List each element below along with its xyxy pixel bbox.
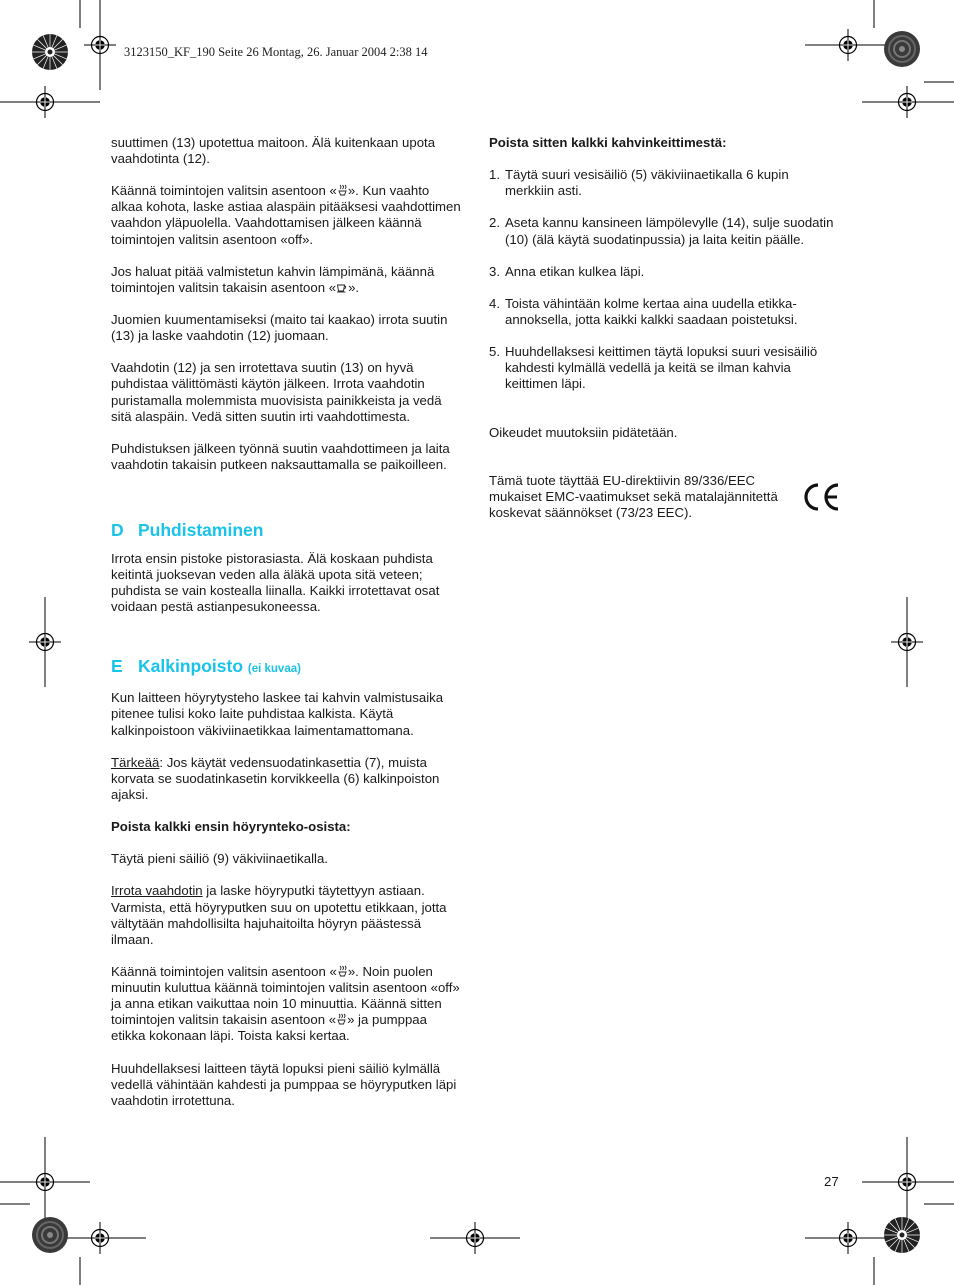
- section-heading-d: D Puhdistaminen: [111, 519, 264, 540]
- paragraph: Kun laitteen höyrytysteho laskee tai kahvin valmistusaika pitenee tulisi koko laite puhdistaa kalkista. Käytä kalkinpoistoon väkiviinaetikkaa laimentamattomana.: [111, 690, 444, 738]
- section-heading-e: E Kalkinpoisto (ei kuvaa): [111, 656, 301, 677]
- steps-list: [489, 167, 841, 392]
- paragraph: Tärkeää: Jos käytät vedensuodatinkasettia (7), muista korvata se suodatinkasetin korvikkeella (6) kalkinpoiston ajaksi.: [111, 754, 440, 802]
- left-column: [111, 135, 463, 1109]
- ce-mark-icon: [801, 481, 841, 513]
- page-number: 27: [824, 1174, 839, 1189]
- list-item: 1. Täytä suuri vesisäiliö (5) väkiviinaetikalla 6 kupin merkkiin asti.: [489, 167, 789, 199]
- compliance-note: [489, 473, 841, 521]
- paragraph: suuttimen (13) upotettua maitoon. Älä kuitenkaan upota vaahdotinta (12).: [111, 135, 436, 167]
- cup-icon: [336, 281, 348, 293]
- paragraph: Irrota ensin pistoke pistorasiasta. Älä koskaan puhdista keitintä juoksevan veden alla äläkä upota sitä veteen; puhdista se vain kostealla liinalla. Kaikki irrotettavat osat voidaan pestä astianpesukoneessa.: [111, 550, 440, 615]
- paragraph: Käännä toimintojen valitsin asentoon « ». Noin puolen minuutin kuluttua käännä toimintojen valitsin asentoon «off» ja anna etikan vaikuttaa noin 10 minuuttia. Käännä sitten toimintojen valitsin takaisin asentoon « » ja pumppaa etikka kokonaan läpi. Toista kaksi kertaa.: [111, 963, 460, 1044]
- steam-icon: [336, 1013, 347, 1025]
- paragraph: Vaahdotin (12) ja sen irrotettava suutin (13) on hyvä puhdistaa välittömästi käytön jälkeen. Irrota vaahdotin puristamalla molemmista muovisista painikkeista ja vedä sitä alaspäin. Vedä sitten suutin irti vaahdottimesta.: [111, 360, 442, 424]
- list-item: 2. Aseta kannu kansineen lämpölevylle (14), sulje suodatin (10) (älä käytä suodatinpussia) ja laita keitin päälle.: [489, 215, 834, 247]
- bold-subheading: Poista sitten kalkki kahvinkeittimestä:: [489, 135, 727, 150]
- list-item: 4. Toista vähintään kolme kertaa aina uudella etikka-annoksella, jotta kaikki kalkki saadaan poistetuksi.: [489, 295, 798, 328]
- paragraph: Käännä toimintojen valitsin asentoon « ». Kun vaahto alkaa kohota, laske astiaa alaspäin pitääksesi vaahdottimen vaahdon yläpuolella. Vaahdottamisen jälkeen käännä toimintojen valitsin asentoon «off».: [111, 183, 461, 247]
- list-item: 3. Anna etikan kulkea läpi.: [489, 263, 645, 279]
- paragraph: Tämä tuote täyttää EU-direktiivin 89/336/EEC mukaiset EMC-vaatimukset sekä matalajännitettä koskevat säännökset (73/23 EEC).: [489, 472, 778, 521]
- right-column: [489, 135, 841, 521]
- paragraph: Irrota vaahdotin ja laske höyryputki täytettyyn astiaan. Varmista, että höyryputken suu on upotettu etikkaan, jotta vältytään mahdollisilta hajuhaitoilta höyryn päästessä ilmaan.: [111, 883, 447, 947]
- paragraph: Jos haluat pitää valmistetun kahvin lämpimänä, käännä toimintojen valitsin takaisin asentoon « ».: [111, 263, 435, 295]
- steam-icon: [337, 965, 348, 977]
- paragraph: Täytä pieni säiliö (9) väkiviinaetikalla.: [111, 851, 328, 867]
- bold-subheading: Poista kalkki ensin höyrynteko-osista:: [111, 819, 351, 835]
- paragraph: Juomien kuumentamiseksi (maito tai kaakao) irrota suutin (13) ja laske vaahdotin (12) juomaan.: [111, 312, 448, 344]
- paragraph: Oikeudet muutoksiin pidätetään.: [489, 424, 678, 440]
- paragraph: Puhdistuksen jälkeen työnnä suutin vaahdottimeen ja laita vaahdotin takaisin putkeen naksauttamalla se paikoilleen.: [111, 440, 450, 472]
- paragraph: Huuhdellaksesi laitteen täytä lopuksi pieni säiliö kylmällä vedellä vähintään kahdesti ja pumppaa se höyryputken läpi vaahdotin irrotettuna.: [111, 1060, 457, 1108]
- steam-icon: [337, 184, 348, 196]
- list-item: 5. Huuhdellaksesi keittimen täytä lopuksi suuri vesisäiliö kahdesti kylmällä vedellä ja keitä se ilman kahvia keittimen läpi.: [489, 344, 818, 392]
- print-slug-line: 3123150_KF_190 Seite 26 Montag, 26. Januar 2004 2:38 14: [124, 45, 428, 59]
